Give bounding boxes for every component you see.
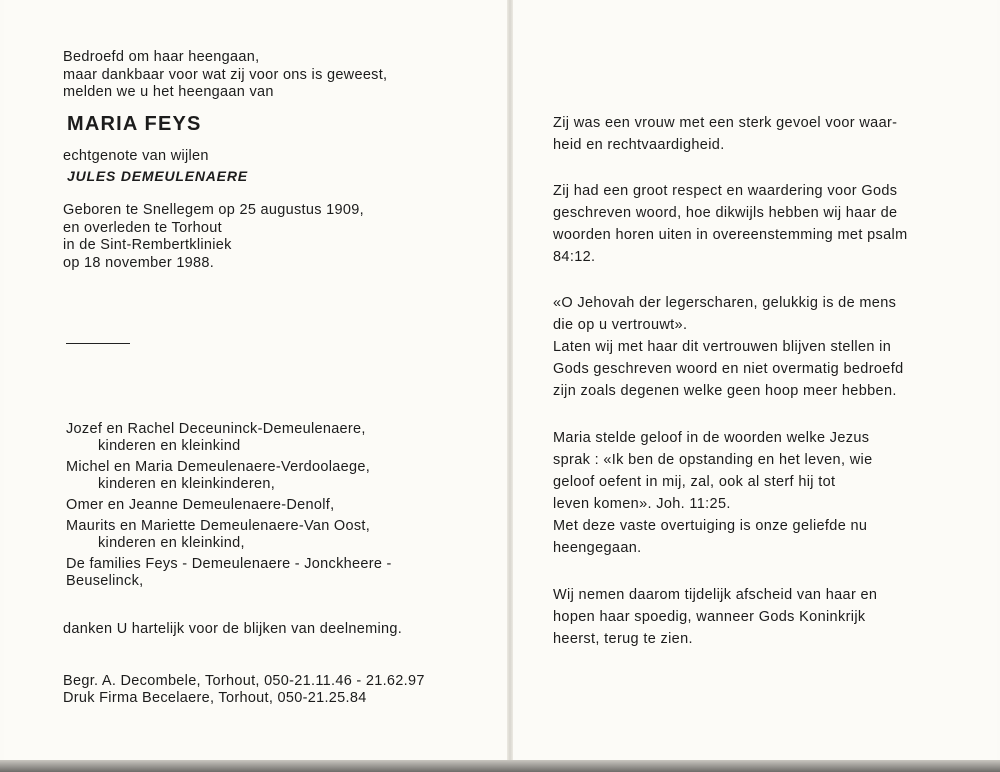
family-entry: [66, 459, 392, 493]
paragraph-line: geloof oefent in mij, zal, ook al sterf hij tot: [553, 474, 836, 490]
paragraph-line: heengegaan.: [553, 540, 642, 556]
family-entry: [66, 497, 392, 514]
family-names: De families Feys - Demeulenaere - Jonckheere -: [66, 556, 392, 572]
paragraph-line: Wij nemen daarom tijdelijk afscheid van haar en: [553, 587, 878, 603]
credit-line: Druk Firma Becelaere, Torhout, 050-21.25.84: [63, 690, 367, 706]
credits: [63, 673, 425, 707]
paragraph: [553, 292, 904, 402]
intro-line: Bedroefd om haar heengaan,: [63, 49, 260, 65]
life-line: Geboren te Snellegem op 25 augustus 1909,: [63, 202, 364, 218]
family-sub: kinderen en kleinkind,: [98, 535, 245, 551]
paragraph-line: hopen haar spoedig, wanneer Gods Koninkrijk: [553, 609, 866, 625]
deceased-name: MARIA FEYS: [67, 113, 202, 135]
divider: [66, 343, 130, 344]
card-fold: [507, 0, 513, 772]
paragraph: [553, 584, 877, 650]
family-entry: [66, 556, 392, 590]
paragraph-line: 84:12.: [553, 249, 596, 265]
spouse-intro-text: echtgenote van wijlen: [63, 148, 209, 164]
family-names: Omer en Jeanne Demeulenaere-Denolf,: [66, 497, 335, 513]
family-names-cont: Beuselinck,: [66, 573, 144, 589]
scan-edge: [0, 760, 1000, 772]
family-sub: kinderen en kleinkinderen,: [98, 476, 276, 492]
paragraph: [553, 112, 897, 156]
paragraph-line: Gods geschreven woord en niet overmatig bedroefd: [553, 361, 904, 377]
paragraph-line: «O Jehovah der legerscharen, gelukkig is de mens: [553, 295, 897, 311]
family-names: Michel en Maria Demeulenaere-Verdoolaege,: [66, 459, 371, 475]
paragraph-line: heerst, terug te zien.: [553, 631, 693, 647]
spouse-intro: [63, 148, 209, 166]
life-line: in de Sint-Rembertkliniek: [63, 237, 232, 253]
paragraph-line: woorden horen uiten in overeenstemming met psalm: [553, 227, 908, 243]
paragraph-line: Met deze vaste overtuiging is onze geliefde nu: [553, 518, 868, 534]
paragraph: [553, 427, 873, 559]
paragraph: [553, 180, 908, 268]
intro-line: melden we u het heengaan van: [63, 84, 274, 100]
paragraph-line: leven komen». Joh. 11:25.: [553, 496, 731, 512]
life-line: op 18 november 1988.: [63, 254, 215, 271]
left-page: [4, 0, 509, 760]
paragraph-line: geschreven woord, hoe dikwijls hebben wij haar de: [553, 205, 898, 221]
family-names: Maurits en Mariette Demeulenaere-Van Oost,: [66, 518, 371, 534]
family-list: [66, 421, 392, 594]
life-line: en overleden te Torhout: [63, 219, 222, 236]
paragraph-line: Zij had een groot respect en waardering voor Gods: [553, 183, 898, 199]
thanks-text: danken U hartelijk voor de blijken van deelneming.: [63, 621, 403, 637]
thanks: [63, 621, 402, 639]
credit-line: Begr. A. Decombele, Torhout, 050-21.11.46 - 21.62.97: [63, 673, 425, 689]
paragraph-line: Laten wij met haar dit vertrouwen blijven stellen in: [553, 339, 892, 355]
paragraph-line: heid en rechtvaardigheid.: [553, 137, 725, 153]
family-entry: [66, 421, 392, 455]
family-sub: kinderen en kleinkind: [98, 438, 241, 454]
paragraph-line: sprak : «Ik ben de opstanding en het leven, wie: [553, 452, 873, 468]
paragraph-line: die op u vertrouwt».: [553, 317, 688, 333]
family-entry: [66, 518, 392, 552]
intro-line: maar dankbaar voor wat zij voor ons is geweest,: [63, 66, 388, 83]
paragraph-line: zijn zoals degenen welke geen hoop meer hebben.: [553, 383, 897, 399]
paragraph-line: Zij was een vrouw met een sterk gevoel voor waar-: [553, 115, 898, 131]
intro-text: [63, 49, 387, 102]
spouse-name: JULES DEMEULENAERE: [67, 168, 248, 184]
paragraph-line: Maria stelde geloof in de woorden welke Jezus: [553, 430, 870, 446]
life-details: [63, 202, 364, 272]
family-names: Jozef en Rachel Deceuninck-Demeulenaere,: [66, 421, 366, 437]
